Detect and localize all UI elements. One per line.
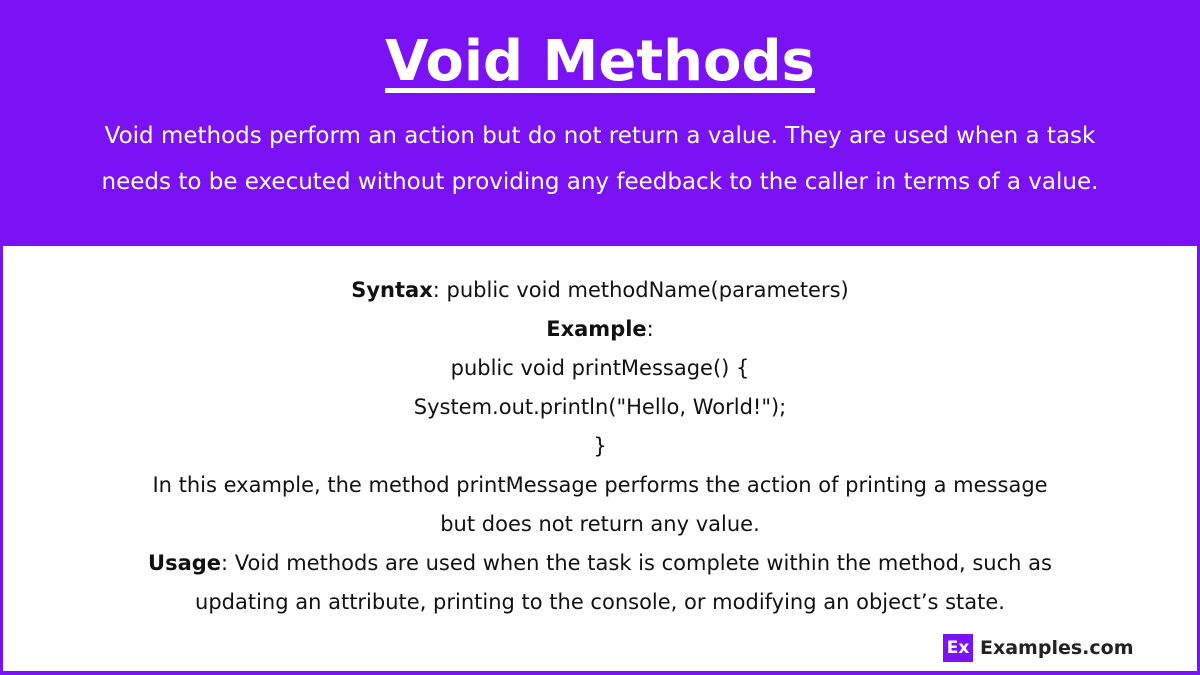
example-heading: [3, 310, 1197, 349]
syntax-label: Syntax: [351, 278, 433, 302]
brand-logo[interactable]: [943, 633, 1134, 663]
content-panel: [3, 246, 1197, 671]
code-line: }: [593, 434, 607, 458]
usage-label: Usage: [148, 551, 222, 575]
example-separator: :: [646, 317, 654, 341]
usage-line: [3, 544, 1197, 583]
brand-name: Examples.com: [980, 637, 1134, 659]
intro-paragraph: Void methods perform an action but do not return a value. They are used when a task needs to be executed without providing any feedback to the caller in terms of a value.: [101, 123, 1099, 195]
brand-badge: Ex: [943, 634, 973, 662]
code-line: System.out.println("Hello, World!");: [413, 395, 787, 419]
example-description: but does not return any value.: [440, 512, 760, 536]
usage-text: Void methods are used when the task is complete within the method, such as: [228, 551, 1052, 575]
usage-separator: :: [221, 551, 229, 575]
syntax-separator: :: [432, 278, 440, 302]
page-title: Void Methods: [385, 29, 815, 94]
content-body: [3, 271, 1197, 622]
example-label: Example: [546, 317, 647, 341]
syntax-line: [3, 271, 1197, 310]
usage-line: updating an attribute, printing to the console, or modifying an object’s state.: [195, 590, 1005, 614]
code-line: public void printMessage() {: [450, 356, 750, 380]
header-band: [0, 0, 1200, 246]
syntax-text: public void methodName(parameters): [439, 278, 849, 302]
example-description: In this example, the method printMessage performs the action of printing a message: [152, 473, 1048, 497]
